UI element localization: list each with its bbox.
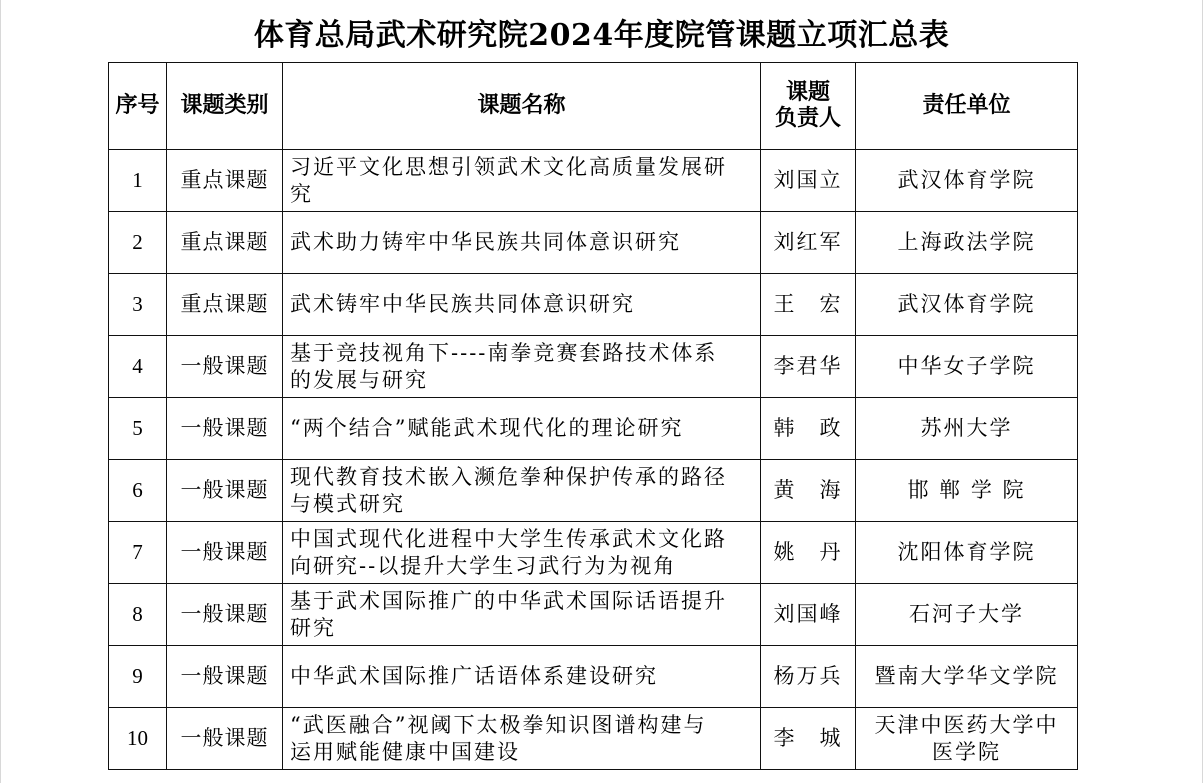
row-name-line2: 与模式研究	[290, 491, 405, 516]
row-number	[109, 150, 167, 212]
row-number-text: 10	[127, 726, 148, 750]
row-category	[167, 708, 283, 770]
row-category-text: 一般课题	[180, 478, 269, 502]
table-row	[109, 212, 1078, 274]
row-unit	[856, 584, 1078, 646]
table-row	[109, 398, 1078, 460]
row-leader	[761, 522, 856, 584]
row-category	[167, 274, 283, 336]
row-leader-text: 黄 海	[773, 478, 843, 502]
row-unit-line1: 邯 郸 学 院	[907, 478, 1026, 502]
page-edge-left	[0, 0, 1, 783]
row-category-text: 一般课题	[180, 664, 269, 688]
row-number-text: 8	[132, 602, 143, 626]
row-name-line2: 研究	[290, 615, 336, 640]
row-unit	[856, 150, 1078, 212]
row-leader	[761, 274, 856, 336]
row-name-line1: 基于竞技视角下----南拳竞赛套路技术体系	[290, 340, 718, 365]
row-number	[109, 522, 167, 584]
row-name-line2: 向研究--以提升大学生习武行为为视角	[290, 553, 677, 578]
row-number-text: 3	[132, 292, 143, 316]
row-leader-text: 刘红军	[773, 230, 843, 254]
header-leader-line2: 负责人	[774, 106, 841, 131]
row-unit-line1: 中华女子学院	[897, 354, 1036, 378]
row-category-text: 一般课题	[180, 602, 269, 626]
table-row	[109, 522, 1078, 584]
row-name-line1: 中国式现代化进程中大学生传承武术文化路	[290, 526, 727, 551]
row-unit	[856, 460, 1078, 522]
row-leader-text: 杨万兵	[773, 664, 843, 688]
row-unit-line1: 沈阳体育学院	[897, 540, 1036, 564]
row-project-name	[283, 708, 761, 770]
table-row	[109, 150, 1078, 212]
row-leader	[761, 708, 856, 770]
row-name-line2: 运用赋能健康中国建设	[290, 739, 520, 764]
row-category	[167, 212, 283, 274]
row-leader-text: 刘国峰	[773, 602, 843, 626]
row-name-line1: “两个结合”赋能武术现代化的理论研究	[290, 416, 684, 440]
row-project-name	[283, 522, 761, 584]
row-unit	[856, 708, 1078, 770]
table-header-row	[109, 63, 1078, 150]
row-category	[167, 522, 283, 584]
header-no: 序号	[109, 63, 167, 150]
row-unit-line1: 暨南大学华文学院	[874, 664, 1059, 688]
row-leader	[761, 212, 856, 274]
row-number	[109, 708, 167, 770]
row-leader	[761, 398, 856, 460]
row-name-line1: 武术铸牢中华民族共同体意识研究	[290, 292, 635, 316]
row-project-name	[283, 460, 761, 522]
row-name-line2: 的发展与研究	[290, 367, 428, 392]
row-leader-text: 王 宏	[773, 292, 843, 316]
row-leader	[761, 584, 856, 646]
row-number	[109, 646, 167, 708]
table-row	[109, 460, 1078, 522]
row-number-text: 2	[132, 230, 143, 254]
row-category-text: 一般课题	[180, 354, 269, 378]
row-leader	[761, 460, 856, 522]
row-name-line1: 习近平文化思想引领武术文化高质量发展研	[290, 154, 727, 179]
table-row	[109, 336, 1078, 398]
row-unit	[856, 274, 1078, 336]
row-category-text: 一般课题	[180, 416, 269, 440]
row-number-text: 6	[132, 478, 143, 502]
row-number-text: 9	[132, 664, 143, 688]
row-project-name	[283, 274, 761, 336]
row-unit	[856, 646, 1078, 708]
row-category	[167, 646, 283, 708]
row-leader-text: 韩 政	[773, 416, 843, 440]
row-leader	[761, 150, 856, 212]
row-number	[109, 398, 167, 460]
header-unit: 责任单位	[856, 63, 1078, 150]
row-category	[167, 460, 283, 522]
row-category-text: 重点课题	[180, 168, 269, 192]
row-number	[109, 460, 167, 522]
row-category	[167, 398, 283, 460]
table-row	[109, 708, 1078, 770]
row-project-name	[283, 150, 761, 212]
document-title: 体育总局武术研究院2024年度院管课题立项汇总表	[253, 18, 950, 53]
row-leader	[761, 646, 856, 708]
row-number	[109, 584, 167, 646]
row-unit	[856, 398, 1078, 460]
row-project-name	[283, 398, 761, 460]
row-leader-text: 姚 丹	[773, 540, 843, 564]
row-leader-text: 李君华	[773, 354, 843, 378]
row-unit-line1: 天津中医药大学中	[874, 712, 1059, 737]
row-unit-line1: 苏州大学	[920, 416, 1013, 440]
row-project-name	[283, 584, 761, 646]
row-project-name	[283, 646, 761, 708]
table-row	[109, 646, 1078, 708]
row-name-line1: 基于武术国际推广的中华武术国际话语提升	[290, 588, 727, 613]
row-leader-text: 李 城	[773, 726, 843, 750]
header-leader	[761, 63, 856, 150]
row-number-text: 4	[132, 354, 143, 378]
row-unit-line1: 武汉体育学院	[897, 292, 1036, 316]
row-project-name	[283, 212, 761, 274]
row-category-text: 重点课题	[180, 230, 269, 254]
row-unit	[856, 212, 1078, 274]
row-name-line1: 中华武术国际推广话语体系建设研究	[290, 664, 658, 688]
row-unit-line2: 医学院	[932, 739, 1001, 764]
row-leader-text: 刘国立	[773, 168, 843, 192]
row-name-line2: 究	[290, 181, 313, 206]
row-category-text: 重点课题	[180, 292, 269, 316]
row-category	[167, 584, 283, 646]
row-unit-line1: 武汉体育学院	[897, 168, 1036, 192]
row-number-text: 1	[132, 168, 143, 192]
row-leader	[761, 336, 856, 398]
row-unit-line1: 石河子大学	[909, 602, 1024, 626]
table-row	[109, 274, 1078, 336]
table-row	[109, 584, 1078, 646]
row-category	[167, 336, 283, 398]
row-number-text: 7	[132, 540, 143, 564]
row-unit	[856, 522, 1078, 584]
row-category	[167, 150, 283, 212]
row-number	[109, 274, 167, 336]
row-number	[109, 336, 167, 398]
row-category-text: 一般课题	[180, 726, 269, 750]
row-name-line1: “武医融合”视阈下太极拳知识图谱构建与	[290, 712, 707, 737]
row-name-line1: 武术助力铸牢中华民族共同体意识研究	[290, 230, 681, 254]
header-category: 课题类别	[167, 63, 283, 150]
row-unit-line1: 上海政法学院	[897, 230, 1036, 254]
row-unit	[856, 336, 1078, 398]
header-leader-line1: 课题	[785, 80, 830, 105]
row-number-text: 5	[132, 416, 143, 440]
project-summary-table	[108, 62, 1078, 770]
row-number	[109, 212, 167, 274]
row-project-name	[283, 336, 761, 398]
row-name-line1: 现代教育技术嵌入濒危拳种保护传承的路径	[290, 464, 727, 489]
header-name: 课题名称	[283, 63, 761, 150]
row-category-text: 一般课题	[180, 540, 269, 564]
